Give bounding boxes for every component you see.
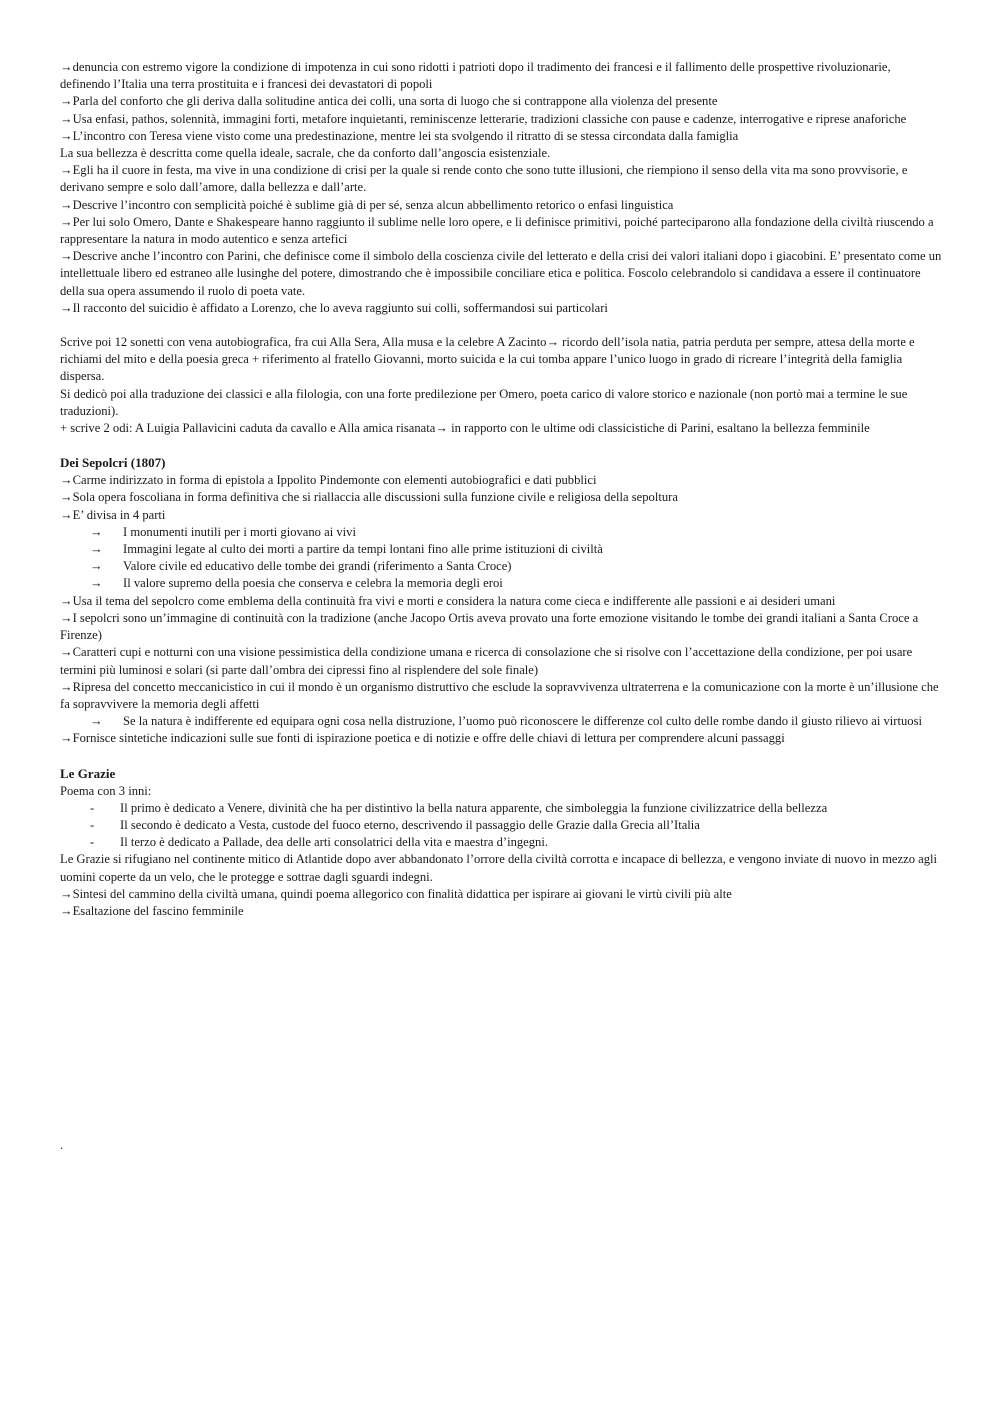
intro-section [60, 59, 942, 317]
dash-bullet-icon: - [90, 800, 95, 815]
trailing-dot: . [60, 1138, 64, 1152]
sepolcri-section [60, 454, 942, 747]
sub-note-list [60, 713, 942, 730]
text-line: →Fornisce sintetiche indicazioni sulle sue fonti di ispirazione poetica e di notizie e offre delle chiavi di lettura per comprendere alcuni passaggi [60, 731, 785, 746]
document-page [60, 59, 942, 920]
arrow-bullet-icon: → [90, 542, 103, 557]
text-line: →Descrive l’incontro con semplicità poiché è sublime già di per sé, senza alcun abbellimento retorico o enfasi linguistica [60, 197, 674, 212]
text-line: →Carme indirizzato in forma di epistola a Ippolito Pindemonte con elementi autobiografici e dati pubblici [60, 473, 597, 488]
sonetti-section [60, 334, 942, 437]
section-heading: Le Grazie [60, 765, 116, 781]
section-heading: Dei Sepolcri (1807) [60, 455, 166, 471]
text-line: →E’ divisa in 4 parti [60, 507, 166, 522]
text-line: →Il racconto del suicidio è affidato a Lorenzo, che lo aveva raggiunto sui colli, soffermandosi sui particolari [60, 300, 608, 315]
list-item: - Il secondo è dedicato a Vesta, custode del fuoco eterno, descrivendo il passaggio delle Grazie dalla Grecia all’Italia [90, 817, 942, 834]
text-line: + scrive 2 odi: A Luigia Pallavicini caduta da cavallo e Alla amica risanata→ in rapporto con le ultime odi classicistiche di Parini, esaltano la bellezza femminile [60, 421, 870, 436]
list-item: - Il terzo è dedicato a Pallade, dea delle arti consolatrici della vita e maestra d’ingegni. [90, 834, 942, 851]
text-line: →Descrive anche l’incontro con Parini, che definisce come il simbolo della coscienza civile del letterato e della crisi dei valori italiani dopo i giacobini. E’ presentato come un intellettuale libero ed estraneo alle lusinghe del potere, dimostrando che è impossibile conciliare etica e politica. Foscolo celebrandolo si candidava a essere il continuatore della sua opera assumendo il ruolo di poeta vate. [60, 249, 942, 298]
text-line: →Per lui solo Omero, Dante e Shakespeare hanno raggiunto il sublime nelle loro opere, e li definisce primitivi, poiché parteciparono alla fondazione della civiltà riuscendo a rappresentare la natura in modo autentico e senza artefici [60, 214, 934, 247]
arrow-bullet-icon: → [90, 524, 103, 539]
text-line: →Caratteri cupi e notturni con una visione pessimistica della condizione umana e ricerca di consolazione che si risolve con l’accettazione della condizione, per poi usare termini più luminosi e solari (si parte dall’ombra dei cipressi fino al risplendere del sole finale) [60, 645, 913, 677]
text-line: →Usa il tema del sepolcro come emblema della continuità fra vivi e morti e considera la natura come cieca e indifferente alle passioni e ai desideri umani [60, 593, 836, 608]
arrow-bullet-icon: → [90, 576, 103, 591]
list-item: → Valore civile ed educativo delle tombe dei grandi (riferimento a Santa Croce) [90, 558, 942, 575]
text-line: Poema con 3 inni: [60, 783, 152, 798]
spacer [60, 748, 942, 765]
parts-list [60, 524, 942, 593]
text-line: →I sepolcri sono un’immagine di continuità con la tradizione (anche Jacopo Ortis aveva provato una forte emozione visitando le tombe dei grandi italiani a Santa Croce a Firenze) [60, 610, 919, 643]
text-line: La sua bellezza è descritta come quella ideale, sacrale, che da conforto dall’angoscia esistenziale. [60, 146, 551, 161]
text-line: →Egli ha il cuore in festa, ma vive in una condizione di crisi per la quale si rende conto che sono tutte illusioni, che riempiono il senso della vita ma sono provvisorie, e derivano sempre e solo dall’amore, dalla bellezza e dall’arte. [60, 163, 908, 195]
hymns-list [60, 800, 942, 852]
list-item: - Il primo è dedicato a Venere, divinità che ha per distintivo la bella natura apparente, che simboleggia la funzione civilizzatrice della bellezza [90, 800, 942, 817]
dash-bullet-icon: - [90, 817, 95, 832]
spacer [60, 317, 942, 334]
text-line: Le Grazie si rifugiano nel continente mitico di Atlantide dopo aver abbandonato l’orrore della civiltà corrotta e incapace di bellezza, e vengono inviate di nuovo in mezzo agli uomini coperte da un velo, che le protegge e sottrae dagli sguardi indegni. [60, 852, 938, 884]
list-item: → Immagini legate al culto dei morti a partire da tempi lontani fino alle prime istituzioni di civiltà [90, 541, 942, 558]
text-line: →Ripresa del concetto meccanicistico in cui il mondo è un organismo distruttivo che esclude la sopravvivenza ultraterrena e la comunicazione con la morte è un’illusione che fa sopravvivere la memoria degli affetti [60, 679, 939, 711]
text-line: →denuncia con estremo vigore la condizione di impotenza in cui sono ridotti i patrioti dopo il tradimento dei francesi e il fallimento delle prospettive rivoluzionarie, definendo l’Italia una terra prostituita e i francesi dei devastatori di popoli [60, 60, 891, 92]
dash-bullet-icon: - [90, 835, 95, 850]
arrow-bullet-icon: → [90, 714, 103, 729]
text-line: →Sintesi del cammino della civiltà umana, quindi poema allegorico con finalità didattica per ispirare ai giovani le virtù civili più alte [60, 886, 732, 901]
text-line: →Usa enfasi, pathos, solennità, immagini forti, metafore inquietanti, reminiscenze letterarie, tradizioni classiche con pause e cadenze, interrogative e riprese anaforiche [60, 111, 907, 126]
list-item: → Il valore supremo della poesia che conserva e celebra la memoria degli eroi [90, 575, 942, 592]
text-line: →Esaltazione del fascino femminile [60, 903, 244, 918]
spacer [60, 437, 942, 454]
text-line: →L’incontro con Teresa viene visto come una predestinazione, mentre lei sta svolgendo il ritratto di se stessa circondata dalla famiglia [60, 128, 739, 143]
text-line: Scrive poi 12 sonetti con vena autobiografica, fra cui Alla Sera, Alla musa e la celebre A Zacinto→ ricordo dell’isola natia, patria perduta per sempre, attesa della morte e richiami del mito e della poesia greca + riferimento al fratello Giovanni, morto suicida e la cui tomba appare l’unico luogo in grado di ricreare l’integrità della famiglia dispersa. [60, 335, 915, 384]
list-item: → I monumenti inutili per i morti giovano ai vivi [90, 524, 942, 541]
list-item: → Se la natura è indifferente ed equipara ogni cosa nella distruzione, l’uomo può riconoscere le differenze col culto delle rombe dando il giusto rilievo ai virtuosi [90, 713, 942, 730]
grazie-section [60, 765, 942, 921]
arrow-bullet-icon: → [90, 559, 103, 574]
text-line: →Sola opera foscoliana in forma definitiva che si riallaccia alle discussioni sulla funzione civile e religiosa della sepoltura [60, 490, 678, 505]
text-line: →Parla del conforto che gli deriva dalla solitudine antica dei colli, una sorta di luogo che si contrappone alla violenza del presente [60, 94, 718, 109]
text-line: Si dedicò poi alla traduzione dei classici e alla filologia, con una forte predilezione per Omero, poeta carico di valore storico e nazionale (non portò mai a termine le sue traduzioni). [60, 386, 908, 418]
